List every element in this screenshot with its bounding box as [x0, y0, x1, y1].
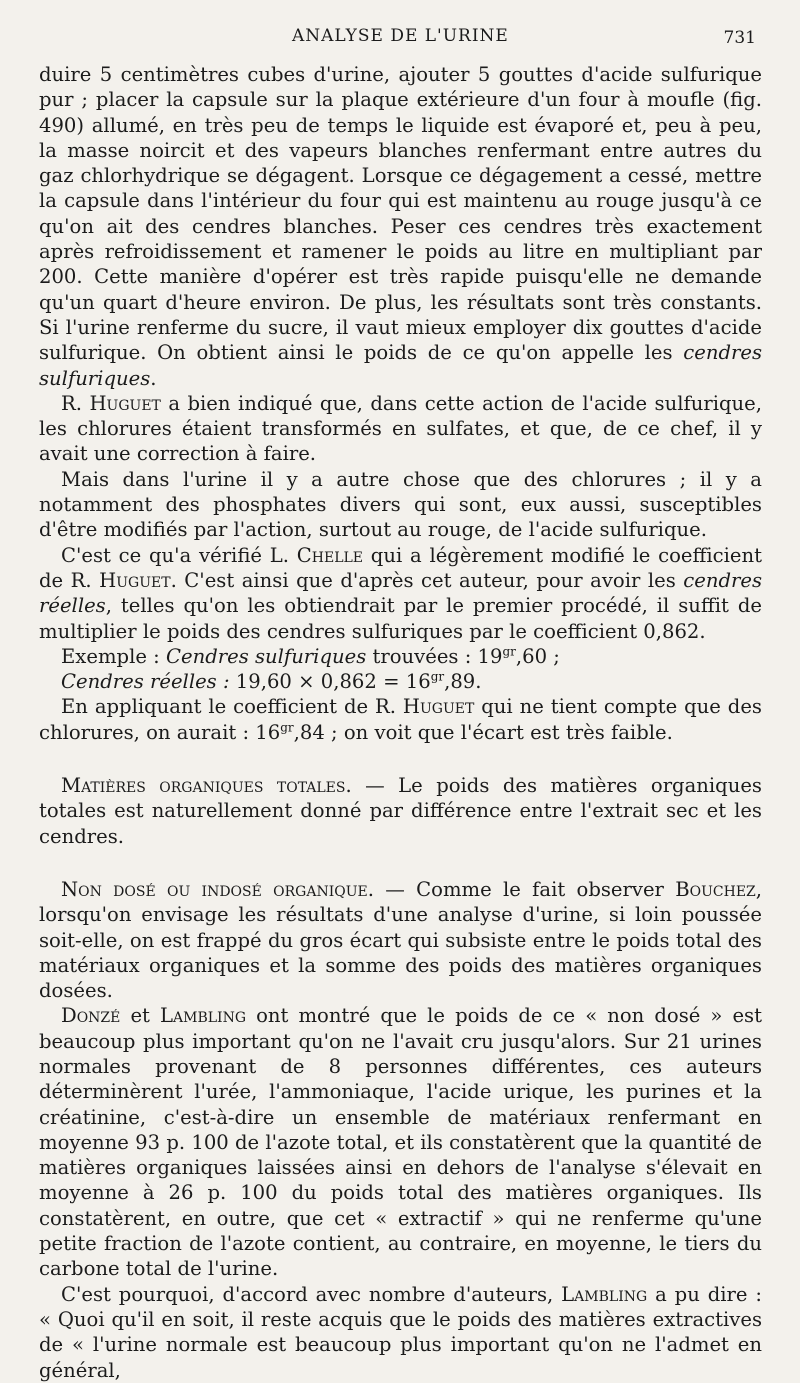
section-spacer — [39, 745, 762, 773]
author-name: R. Huguet — [375, 695, 475, 719]
paragraph-donze-lambling: Donzé et Lambling ont montré que le poids de ce « non dosé » est beaucoup plus important qu'on ne l'avait cru jusqu'alors. Sur 21 urines normales provenant de 8 personnes différentes, ces auteurs déterminèrent l'urée, l'ammoniaque, l'acide urique, les purines et la créatinine, c'est-à-dire un ensemble de matériaux renfermant en moyenne 93 p. 100 de l'azote total, et ils constatèrent que la quantité de matières organiques laissées ainsi en dehors de l'analyse s'élevait en moyenne à 26 p. 100 du poids total des matières organiques. Ils constatèrent, en outre, que cet « extractif » qui ne renferme qu'une petite fraction de l'azote contient, au contraire, en moyenne, le tiers du carbone total de l'urine. — [39, 1004, 762, 1281]
paragraph-phosphates: Mais dans l'urine il y a autre chose que des chlorures ; il y a notamment des phosphates divers qui sont, eux aussi, susceptibles d'être modifiés par l'action, surtout au rouge, de l'acide sulfurique. — [39, 467, 762, 542]
term-real-ash: cendres réelles — [39, 568, 763, 618]
example-line-2: Cendres réelles : $19,60 \times 0,862 = 16^{gr},89$. — [61, 669, 482, 694]
example-line-1: Exemple : Cendres sulfuriques trouvées : $19^{gr},60$ ; — [61, 644, 560, 668]
section-total-organic-matter: Matières organiques totales. — Le poids des matières organiques totales est naturellement donné par différence entre l'extrait sec et les cendres. — [39, 774, 762, 848]
page-body — [39, 62, 762, 1383]
author-name: R. Huguet — [61, 391, 161, 415]
term-sulfuric-ash: cendres sulfuriques — [39, 341, 762, 390]
paragraph-ash-procedure: duire 5 centimètres cubes d'urine, ajouter 5 gouttes d'acide sulfurique pur ; placer la capsule sur la plaque extérieure d'un four à moufle (fig. 490) allumé, en très peu de temps le liquide est évaporé et, peu à peu, la masse noircit et des vapeurs blanches renfermant entre autres du gaz chlorhydrique se dégagent. Lorsque ce dégagement a cessé, mettre la capsule dans l'intérieur du four qui est maintenu au rouge jusqu'à ce qu'on ait des cendres blanches. Peser ces cendres très exactement après refroidissement et ramener le poids au litre en multipliant par 200. Cette manière d'opérer est très rapide puisqu'elle ne demande qu'un quart d'heure environ. De plus, les résultats sont très constants. Si l'urine renferme du sucre, il vaut mieux employer dix gouttes d'acide sulfurique. On obtient ainsi le poids de ce qu'on appelle les cendres sulfuriques. — [39, 63, 762, 390]
page-header — [0, 26, 800, 50]
author-name: L. Chelle — [269, 543, 364, 567]
author-name: Bouchez — [675, 877, 756, 901]
paragraph-lambling-quote: C'est pourquoi, d'accord avec nombre d'auteurs, Lambling a pu dire : « Quoi qu'il en soit, il reste acquis que le poids des matières extractives de « l'urine normale est beaucoup plus important qu'on ne l'admet en général, — [39, 1282, 762, 1382]
author-name: R. Huguet — [70, 568, 171, 592]
page-number: 731 — [723, 28, 756, 48]
author-name: Lambling — [561, 1282, 648, 1306]
section-spacer — [39, 849, 762, 877]
paragraph-chelle: C'est ce qu'a vérifié L. Chelle qui a légèrement modifié le coefficient de R. Huguet. C'est ainsi que d'après cet auteur, pour avoir les cendres réelles, telles qu'on les obtiendrait par le premier procédé, il suffit de multiplier le poids des cendres sulfuriques par le coefficient 0,862. — [39, 543, 763, 643]
section-heading: Non dosé ou indosé organique. — [61, 877, 374, 901]
paragraph-comparison: En appliquant le coefficient de R. Huguet qui ne tient compte que des chlorures, on aurait : $16^{gr},84$ ; on voit que l'écart est très faible. — [39, 695, 762, 744]
section-heading: Matières organiques totales. — [61, 774, 352, 798]
section-organic-undosed: Non dosé ou indosé organique. — Comme le fait observer Bouchez, lorsqu'on envisage les résultats d'une analyse d'urine, si loin poussée soit-elle, on est frappé du gros écart qui subsiste entre le poids total des matériaux organiques et la somme des poids des matières organiques dosées. — [39, 877, 762, 1003]
author-name: Donzé — [61, 1004, 121, 1028]
paragraph-huguet: R. Huguet a bien indiqué que, dans cette action de l'acide sulfurique, les chlorures étaient transformés en sulfates, et que, de ce chef, il y avait une correction à faire. — [39, 391, 762, 466]
author-name: Lambling — [160, 1004, 247, 1028]
running-title: ANALYSE DE L'URINE — [292, 26, 509, 46]
